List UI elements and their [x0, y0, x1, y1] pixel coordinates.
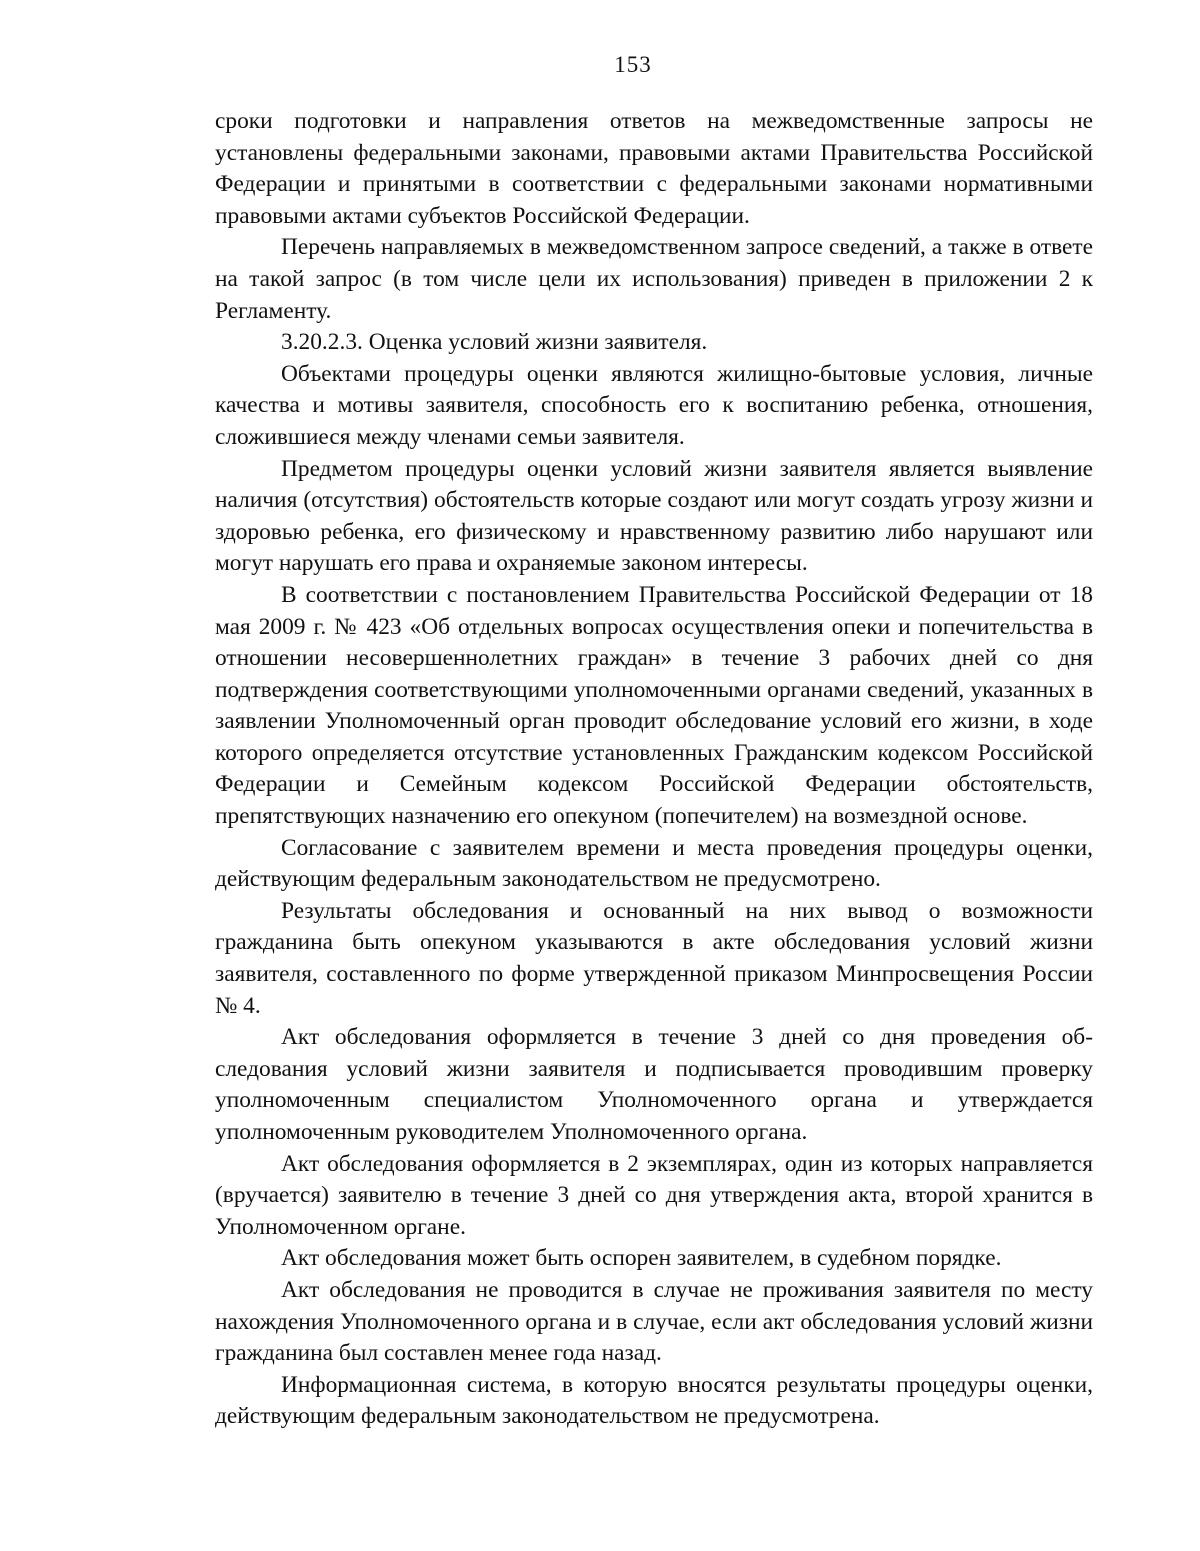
paragraph: Информационная система, в которую вносятся результаты процедуры оценки, действующим федеральным законодательством не предусмотрена. [215, 1371, 1093, 1430]
paragraph: Перечень направляемых в межведомственном запросе сведений, а также в ответе на такой запрос (в том числе цели их использования) приведен в приложении 2 к Регламенту. [215, 234, 1093, 324]
section-heading: 3.20.2.3. Оценка условий жизни заявителя. [281, 329, 708, 356]
paragraph: Акт обследования может быть оспорен заявителем, в судебном порядке. [281, 1245, 1002, 1272]
paragraph: Акт обследования оформляется в 2 экземплярах, один из которых направляется (вручается) заявителю в течение 3 дней со дня утверждения акта, второй хранится в Уполномоченном органе. [215, 1150, 1093, 1240]
paragraph: Акт обследования не проводится в случае не проживания заявителя по месту нахождения Уполномоченного органа и в случае, если акт обследования условий жизни гражданина был составлен менее года назад. [215, 1276, 1093, 1367]
paragraph: Предметом процедуры оценки условий жизни заявителя является выявление наличия (отсутствия) обстоятельств которые создают или могут создать угрозу жизни и здоровью ребенка, его физическому и нравственному развитию либо нарушают или могут нарушать его права и охраняемые законом интересы. [215, 455, 1093, 577]
document-body [215, 106, 1093, 1433]
paragraph: Акт обследования оформляется в течение 3 дней со дня проведения обследования условий жизни заявителя и подписывается проводившим проверку уполномоченным специалистом Уполномоченного органа и утверждается уполномоченным руководителем Уполномоченного органа. [215, 1024, 1093, 1145]
paragraph: Согласование с заявителем времени и места проведения процедуры оценки, действующим федеральным законодательством не предусмотрено. [215, 834, 1093, 893]
paragraph: сроки подготовки и направления ответов на межведомственные запросы не установлены федеральными законами, правовыми актами Правительства Российской Федерации и принятыми в соответствии с федеральными законами нормативными правовыми актами субъектов Российской Федерации. [215, 108, 1093, 229]
page-number: 153 [614, 52, 652, 77]
paragraph: Объектами процедуры оценки являются жилищно-бытовые условия, личные качества и мотивы заявителя, способность его к воспитанию ребенка, отношения, сложившиеся между членами семьи заявителя. [215, 360, 1093, 450]
paragraph: В соответствии с постановлением Правительства Российской Федерации от 18 мая 2009 г. № 423 «Об отдельных вопросах осуществления опеки и попечительства в отношении несовершеннолетних граждан» в течение 3 рабочих дней со дня подтверждения соответствующими уполномоченными органами сведений, указанных в заявлении Уполномоченный орган проводит обследование условий его жизни, в ходе которого определяется отсутствие установленных Гражданским кодексом Российской Федерации и Семейным кодексом Российской Федерации обстоятельств, препятствующих назначению его опекуном (попечителем) на возмездной основе. [215, 581, 1093, 830]
paragraph: Результаты обследования и основанный на них вывод о возможности гражданина быть опекуном указываются в акте обследования условий жизни заявителя, составленного по форме утвержденной приказом Минпросвещения России № 4. [215, 897, 1093, 1019]
